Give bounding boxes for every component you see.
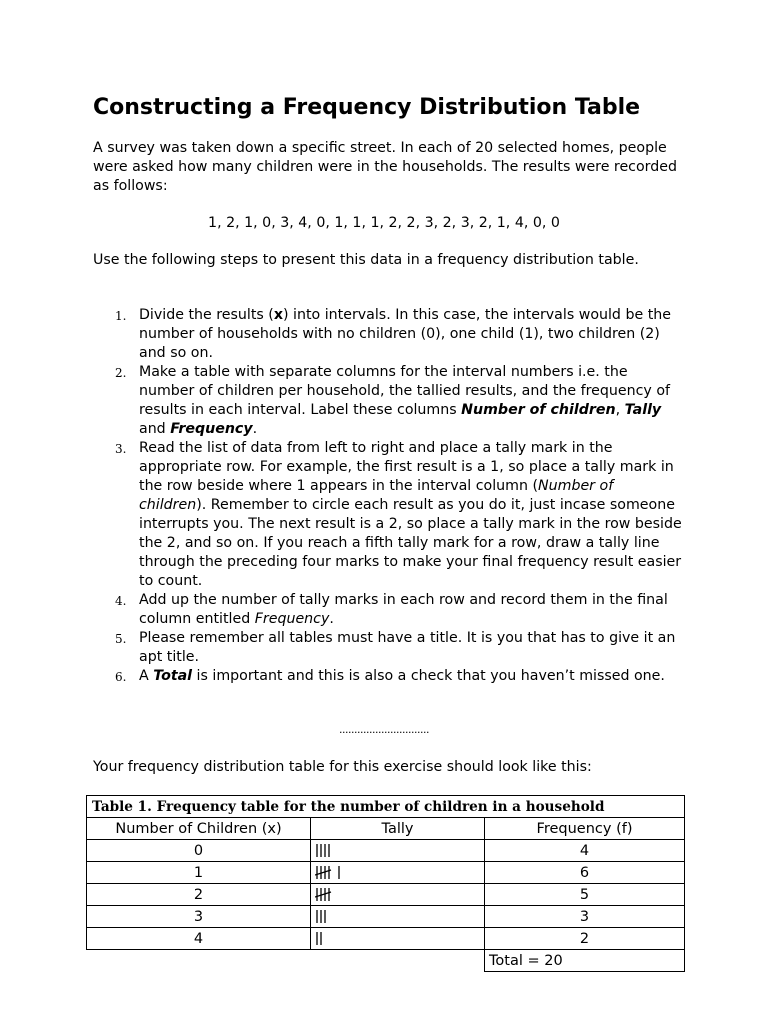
step-text: . (329, 611, 334, 627)
step-text: Divide the results ( (139, 307, 274, 323)
step-text: Please remember all tables must have a title. It is you that has to give it an apt title. (139, 630, 676, 665)
total-cell: Total = 20 (485, 950, 685, 972)
step-number: 4. (115, 594, 127, 608)
frequency-cell: 4 (485, 840, 685, 862)
tally-cell (311, 884, 485, 906)
step-number: 1. (115, 309, 127, 323)
step-text: ). Remember to circle each result as you do it, just incase someone interrupts you. The next result is a 2, so place a tally mark in the row beside the 2, and so on. If you reach a fifth tally mark for a row, draw a tally line through the preceding four marks to make your final frequency result easier to count. (139, 497, 682, 589)
instruction-paragraph: Use the following steps to present this data in a frequency distribution table. (93, 252, 639, 268)
tally-cell (311, 906, 485, 928)
empty-cell (311, 950, 485, 972)
step-emphasis: Frequency (170, 421, 253, 437)
tally-marks (315, 931, 327, 946)
step-text: ) into intervals. In this case, the intervals would be the number of households with no children (0), one child (1), two children (2) and so on. (139, 307, 671, 361)
tally-marks (315, 909, 331, 924)
table-lead-text: Your frequency distribution table for this exercise should look like this: (93, 759, 592, 775)
tally-marks (315, 843, 335, 858)
step-emphasis: Number of children (461, 402, 616, 418)
step-emphasis: x (273, 307, 283, 323)
step-item (93, 629, 683, 667)
children-count-cell: 4 (87, 928, 311, 950)
frequency-cell: 6 (485, 862, 685, 884)
frequency-cell: 2 (485, 928, 685, 950)
tally-marks (315, 887, 341, 902)
page-title: Constructing a Frequency Distribution Table (93, 95, 641, 120)
step-text: . (252, 421, 258, 437)
step-emphasis: Tally (624, 402, 662, 418)
step-text: is important and this is also a check that you haven’t missed one. (192, 668, 665, 684)
step-item (93, 439, 683, 591)
tally-cell (311, 862, 485, 884)
table-caption: Table 1. Frequency table for the number of children in a household (87, 796, 685, 818)
step-text: A (139, 668, 154, 684)
empty-cell (87, 950, 311, 972)
header-number-of-children: Number of Children (x) (87, 818, 311, 840)
step-emphasis: Total (153, 668, 193, 684)
step-emphasis: Frequency (254, 611, 330, 627)
step-text: Read the list of data from left to right and place a tally mark in the appropriate row. For example, the first result is a 1, so place a tally mark in the row beside where 1 appears in the interval column ( (139, 440, 674, 494)
intro-paragraph: A survey was taken down a specific street. In each of 20 selected homes, people were asked how many children were in the households. The results were recorded as follows: (93, 140, 677, 194)
step-text: and (139, 421, 171, 437)
step-number: 3. (115, 442, 127, 456)
children-count-cell: 3 (87, 906, 311, 928)
step-emphasis: Number of children (139, 478, 614, 513)
step-text: Add up the number of tally marks in each row and record them in the final column entitled (139, 592, 668, 627)
table-row (87, 928, 685, 950)
step-number: 6. (115, 670, 127, 684)
survey-data-values: 1, 2, 1, 0, 3, 4, 0, 1, 1, 1, 2, 2, 3, 2, 3, 2, 1, 4, 0, 0 (208, 215, 560, 231)
table-row (87, 840, 685, 862)
frequency-cell: 5 (485, 884, 685, 906)
tally-cell (311, 840, 485, 862)
step-text: Make a table with separate columns for the interval numbers i.e. the number of children per household, the tallied results, and the frequency of results in each interval. Label these columns (139, 364, 671, 418)
frequency-table (86, 795, 685, 972)
table-row (87, 884, 685, 906)
children-count-cell: 0 (87, 840, 311, 862)
step-item (93, 667, 683, 686)
tally-cell (311, 928, 485, 950)
step-number: 5. (115, 632, 127, 646)
step-number: 2. (115, 366, 127, 380)
header-tally: Tally (311, 818, 485, 840)
step-item (93, 363, 683, 439)
frequency-cell: 3 (485, 906, 685, 928)
table-row (87, 906, 685, 928)
step-text: , (615, 402, 625, 418)
header-frequency: Frequency (f) (485, 818, 685, 840)
table-row (87, 862, 685, 884)
separator-dots: .............................. (339, 723, 429, 736)
step-item (93, 306, 683, 363)
tally-marks (315, 865, 345, 880)
step-item (93, 591, 683, 629)
steps-list (93, 306, 683, 686)
children-count-cell: 2 (87, 884, 311, 906)
children-count-cell: 1 (87, 862, 311, 884)
